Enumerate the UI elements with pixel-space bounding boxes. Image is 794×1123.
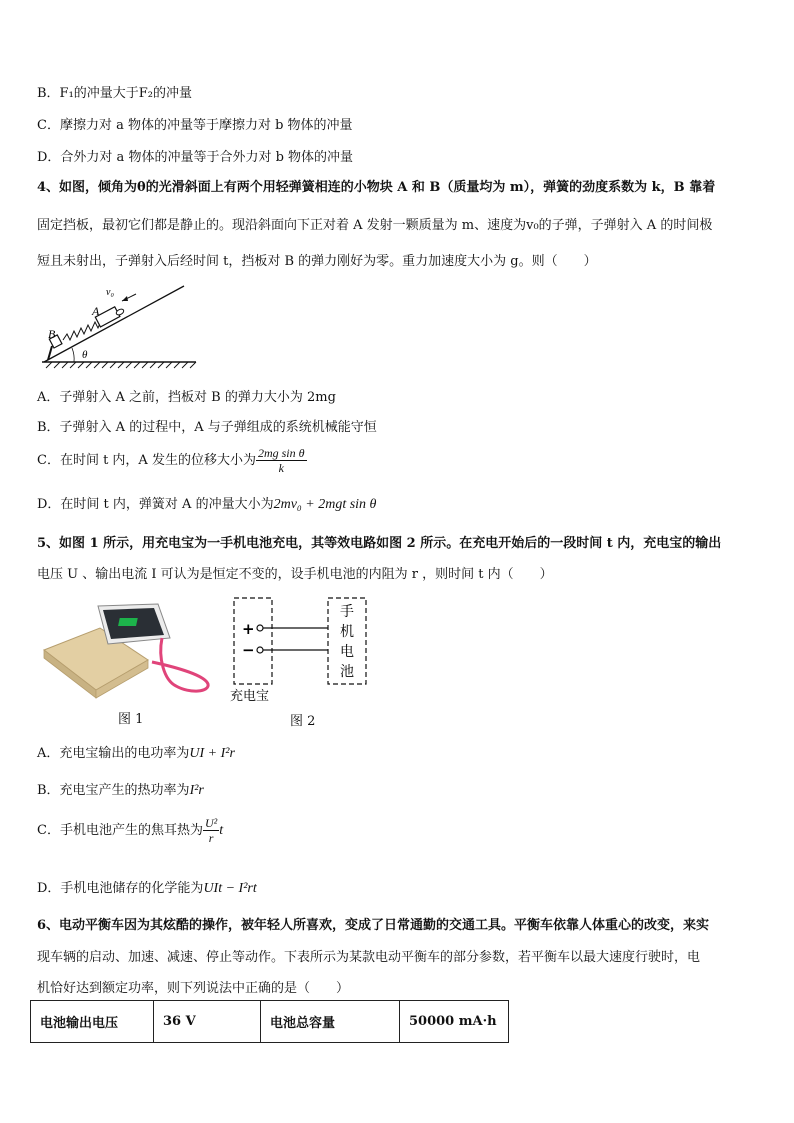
option-b-prev: B．F₁的冲量大于F₂的冲量 [37,86,193,101]
q5-option-b-expr: I²r [189,783,204,798]
q5-option-c-num: U² [204,816,218,830]
table-cell: 电池总容量 [261,1001,400,1043]
fig2-battery-char-1: 手 [340,604,354,620]
option-d-prev: D．合外力对 a 物体的冲量等于合外力对 b 物体的冲量 [37,150,354,165]
table-cell: 36 V [154,1001,261,1043]
q5-figure1-photo [40,598,215,700]
q5-option-c-tail: t [219,823,224,838]
q5-option-d-expr: UIt − I²rt [203,881,257,896]
table-cell: 50000 mA·h [400,1001,509,1043]
q5-stem-line2: 电压 U 、输出电流 I 可认为是恒定不变的，设手机电池的内阻为 r ，则时间 t 内（ ） [37,567,553,582]
q4-option-c [37,446,307,475]
fig2-battery-char-4: 池 [340,664,354,680]
q5-option-c-prefix: C．手机电池产生的焦耳热为 [37,823,203,838]
q6-parameter-table [30,1000,509,1043]
q5-option-a-prefix: A．充电宝输出的电功率为 [37,746,190,761]
q4-option-c-den: k [278,461,284,475]
label-v0: v₀ [106,287,114,298]
q4-option-c-fraction [256,446,307,475]
q4-stem-line3: 短且未射出，子弹射入后经时间 t，挡板对 B 的弹力刚好为零。重力加速度大小为 g。则（ ） [37,254,597,269]
q4-option-c-num: 2mg sin θ [257,446,305,460]
fig2-powerbank-label: 充电宝 [230,689,270,704]
q5-fig2-caption: 图 2 [290,714,316,729]
q5-option-b-prefix: B．充电宝产生的热功率为 [37,783,190,798]
q5-option-b [37,779,204,799]
q5-fig1-caption: 图 1 [118,712,144,727]
fig2-battery-char-3: 电 [340,644,354,660]
label-a: A [92,304,100,318]
fig2-battery-char-2: 机 [340,624,354,640]
q4-option-d-expr: 2mv₀ + 2mgt sin θ [273,497,377,512]
q4-stem-line1: 4、如图，倾角为θ的光滑斜面上有两个用轻弹簧相连的小物块 A 和 B（质量均为 m），弹簧的劲度系数为 k，B 靠着 [37,180,716,195]
table-row [31,1001,509,1043]
q4-option-b: B．子弹射入 A 的过程中，A 与子弹组成的系统机械能守恒 [37,420,377,435]
q4-option-d [37,493,376,513]
q5-option-c-fraction [203,816,219,845]
q5-option-a [37,742,235,762]
q5-stem-line1: 5、如图 1 所示，用充电宝为一手机电池充电，其等效电路如图 2 所示。在充电开始后的一段时间 t 内，充电宝的输出 [37,536,722,551]
q5-option-d [37,877,257,897]
q5-option-d-prefix: D．手机电池储存的化学能为 [37,881,204,896]
label-theta: θ [82,349,88,361]
q6-stem-line3: 机恰好达到额定功率，则下列说法中正确的是（ ） [37,981,350,996]
q6-stem-line1: 6、电动平衡车因为其炫酷的操作，被年轻人所喜欢，变成了日常通勤的交通工具。平衡车依靠人体重心的改变，来实 [37,918,710,933]
q6-stem-line2: 现车辆的启动、加速、减速、停止等动作。下表所示为某款电动平衡车的部分参数，若平衡车以最大速度行驶时，电 [37,950,701,965]
q5-option-c-den: r [208,831,214,845]
option-c-prev: C．摩擦力对 a 物体的冲量等于摩擦力对 b 物体的冲量 [37,118,353,133]
table-cell: 电池输出电压 [31,1001,154,1043]
q4-option-c-prefix: C．在时间 t 内，A 发生的位移大小为 [37,453,256,468]
q4-option-a: A．子弹射入 A 之前，挡板对 B 的弹力大小为 2mg [37,390,336,405]
q4-option-d-prefix: D．在时间 t 内，弹簧对 A 的冲量大小为 [37,497,274,512]
fig2-minus-sign: − [242,641,255,659]
label-b: B [48,327,56,341]
q5-figure2-circuit [228,594,378,706]
q4-incline-figure [40,282,200,372]
q5-option-c [37,816,223,845]
fig2-plus-sign: + [242,620,255,638]
q5-option-a-expr: UI + I²r [189,746,235,761]
q4-stem-line2: 固定挡板，最初它们都是静止的。现沿斜面向下正对着 A 发射一颗质量为 m、速度为v₀的子弹，子弹射入 A 的时间极 [37,218,713,233]
